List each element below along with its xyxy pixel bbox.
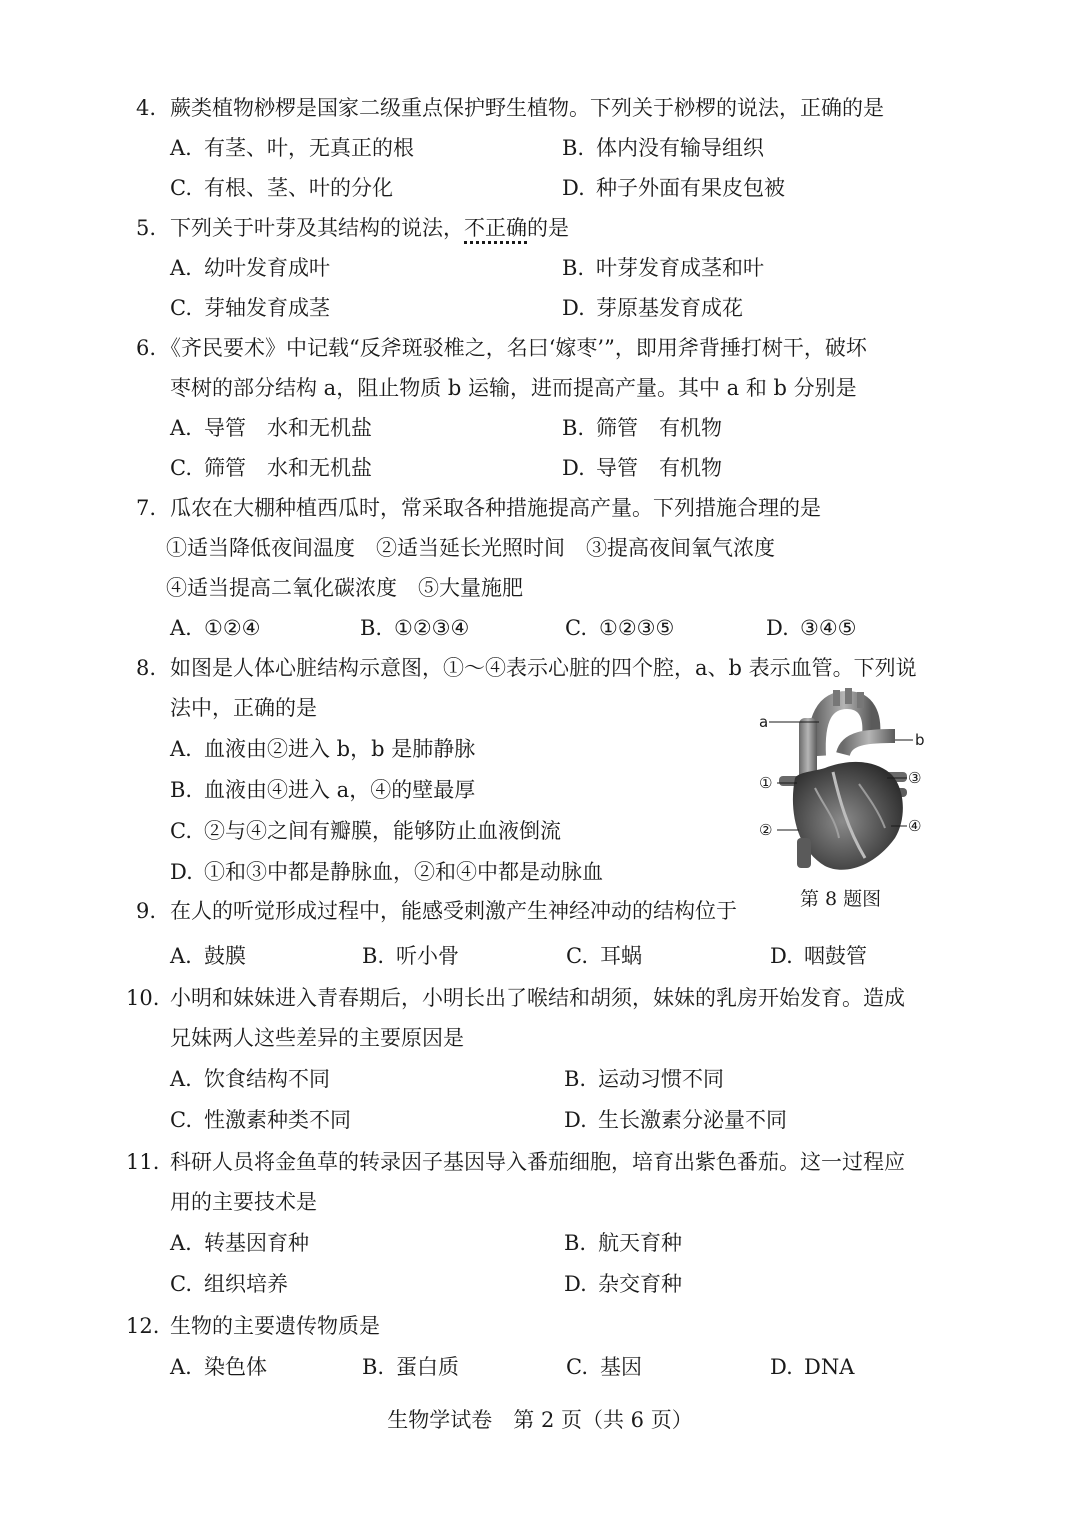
question-stem: 在人的听觉形成过程中，能感受刺激产生神经冲动的结构位于: [170, 899, 737, 923]
option-a: A. ①②④: [170, 616, 261, 640]
option-b: B. ①②③④: [360, 616, 470, 640]
measure-list: ①适当降低夜间温度 ②适当延长光照时间 ③提高夜间氧气浓度: [166, 536, 775, 560]
question-number: 7.: [136, 496, 157, 520]
option-a: A. 转基因育种: [170, 1231, 309, 1255]
vessel-branch: [857, 692, 864, 708]
option-c: C. ②与④之间有瓣膜，能够防止血液倒流: [170, 819, 561, 843]
option-d: D. 种子外面有果皮包被: [562, 176, 785, 200]
option-c: C. 耳蜗: [566, 944, 642, 968]
question-number: 8.: [136, 656, 157, 680]
question-stem: 《齐民要术》中记载“反斧斑驳椎之，名曰‘嫁枣’”，即用斧背捶打树干，破坏: [160, 336, 867, 360]
question-stem: 法中，正确的是: [170, 696, 317, 720]
emphasis-text: 不正确: [464, 216, 527, 240]
question-number: 4.: [136, 96, 157, 120]
option-b: B. 运动习惯不同: [564, 1067, 724, 1091]
option-a: A. 饮食结构不同: [170, 1067, 330, 1091]
label-chamber-3: ③: [908, 769, 922, 787]
option-d: D. 杂交育种: [564, 1272, 682, 1296]
option-d: D. ①和③中都是静脉血，②和④中都是动脉血: [170, 860, 603, 884]
option-b: B. 筛管 有机物: [562, 416, 722, 440]
question-stem: 小明和妹妹进入青春期后，小明长出了喉结和胡须，妹妹的乳房开始发育。造成: [170, 986, 905, 1010]
option-c: C. 性激素种类不同: [170, 1108, 351, 1132]
label-a: a: [759, 713, 769, 731]
question-stem: 如图是人体心脏结构示意图，①～④表示心脏的四个腔，a、b 表示血管。下列说: [170, 656, 917, 680]
option-c: C. 基因: [566, 1355, 642, 1379]
question-stem: 用的主要技术是: [170, 1190, 317, 1214]
option-a: A. 血液由②进入 b，b 是肺静脉: [170, 737, 476, 761]
option-b: B. 蛋白质: [362, 1355, 459, 1379]
question-number: 5.: [136, 216, 157, 240]
option-a: A. 幼叶发育成叶: [170, 256, 330, 280]
question-number: 10.: [126, 986, 160, 1010]
option-b: B. 叶芽发育成茎和叶: [562, 256, 764, 280]
label-chamber-4: ④: [908, 817, 922, 835]
option-d: D. 导管 有机物: [562, 456, 722, 480]
question-stem: 瓜农在大棚种植西瓜时，常采取各种措施提高产量。下列措施合理的是: [170, 496, 821, 520]
option-c: C. 筛管 水和无机盐: [170, 456, 372, 480]
option-c: C. 芽轴发育成茎: [170, 296, 330, 320]
heart-diagram: [755, 688, 930, 878]
label-chamber-2: ②: [759, 821, 773, 839]
option-c: C. 组织培养: [170, 1272, 288, 1296]
question-stem: 兄妹两人这些差异的主要原因是: [170, 1026, 464, 1050]
question-stem: 生物的主要遗传物质是: [170, 1314, 380, 1338]
question-stem: 蕨类植物桫椤是国家二级重点保护野生植物。下列关于桫椤的说法，正确的是: [170, 96, 884, 120]
option-a: A. 染色体: [170, 1355, 267, 1379]
label-chamber-1: ①: [759, 774, 773, 792]
figure-caption: 第 8 题图: [800, 888, 882, 910]
question-stem: 枣树的部分结构 a，阻止物质 b 运输，进而提高产量。其中 a 和 b 分别是: [170, 376, 857, 400]
option-d: D. DNA: [770, 1355, 855, 1379]
option-b: B. 听小骨: [362, 944, 459, 968]
option-a: A. 导管 水和无机盐: [170, 416, 372, 440]
option-d: D. 生长激素分泌量不同: [564, 1108, 787, 1132]
option-a: A. 鼓膜: [170, 944, 246, 968]
question-number: 11.: [126, 1150, 160, 1174]
option-d: D. 咽鼓管: [770, 944, 867, 968]
question-number: 12.: [126, 1314, 160, 1338]
vessel-branch: [845, 688, 852, 704]
option-a: A. 有茎、叶，无真正的根: [170, 136, 414, 160]
question-number: 6.: [136, 336, 157, 360]
option-b: B. 航天育种: [564, 1231, 682, 1255]
question-stem: 下列关于叶芽及其结构的说法，不正确的是: [170, 216, 569, 240]
option-b: B. 体内没有输导组织: [562, 136, 764, 160]
pulmonary-vessel-shape: [843, 736, 895, 754]
option-d: D. ③④⑤: [766, 616, 857, 640]
question-number: 9.: [136, 899, 157, 923]
option-b: B. 血液由④进入 a，④的壁最厚: [170, 778, 476, 802]
option-c: C. 有根、茎、叶的分化: [170, 176, 393, 200]
option-d: D. 芽原基发育成花: [562, 296, 743, 320]
vessel-branch: [833, 690, 840, 706]
page-footer: 生物学试卷 第 2 页（共 6 页）: [387, 1408, 693, 1432]
option-c: C. ①②③⑤: [565, 616, 675, 640]
question-stem: 科研人员将金鱼草的转录因子基因导入番茄细胞，培育出紫色番茄。这一过程应: [170, 1150, 905, 1174]
measure-list: ④适当提高二氧化碳浓度 ⑤大量施肥: [166, 576, 523, 600]
label-b: b: [915, 731, 925, 749]
